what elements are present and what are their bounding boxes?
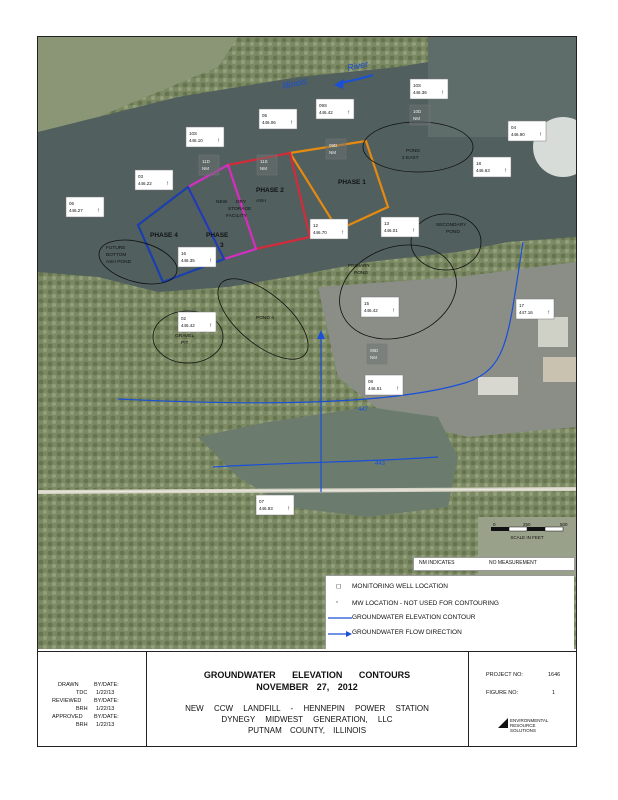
monitoring-well-12 — [310, 219, 348, 239]
well-id: 09D — [329, 143, 338, 148]
well-arrow-icon: ↑ — [341, 230, 344, 236]
well-elevation: 446.27 — [69, 208, 83, 213]
title-area — [146, 652, 469, 747]
approved-bydate: BY/DATE: — [94, 714, 119, 720]
monitoring-well-06 — [66, 197, 104, 217]
well-arrow-icon: ↑ — [441, 90, 444, 96]
monitoring-well-16 — [178, 247, 216, 267]
reviewed-initials: BRH — [76, 706, 88, 712]
contour-label-447: 447 — [358, 407, 369, 413]
monitoring-well-03 — [135, 170, 173, 190]
contour-label-443: 443 — [375, 461, 386, 467]
monitoring-well-05 — [259, 109, 297, 129]
legend-flow-arrow — [328, 631, 352, 637]
well-id: 02 — [181, 316, 187, 321]
storage-facility-label: STORAGE — [228, 207, 252, 212]
well-elevation: NM — [260, 166, 267, 171]
well-id: 11D — [202, 159, 210, 164]
pond-2-east-label: 2 EAST — [402, 156, 419, 161]
nm-note-text: NO MEASUREMENT — [489, 560, 537, 566]
monitoring-well-07 — [256, 495, 294, 515]
monitoring-well-08d — [367, 344, 387, 364]
well-arrow-icon: ↑ — [209, 258, 212, 264]
phase-3-label: PHASE — [206, 232, 229, 239]
legend-mw-not-used: MW LOCATION - NOT USED FOR CONTOURING — [352, 600, 499, 607]
primary-pond-label: PRIMARY — [348, 264, 370, 269]
scale-tick: 500 — [560, 522, 568, 527]
well-elevation: 446.70 — [313, 230, 327, 235]
drawn-label: DRAWN — [58, 682, 79, 688]
well-elevation: 446.42 — [181, 323, 195, 328]
legend-flow: GROUNDWATER FLOW DIRECTION — [352, 629, 462, 636]
well-id: 05 — [262, 113, 268, 118]
well-arrow-icon: ↑ — [347, 110, 350, 116]
figure-label: FIGURE NO: — [486, 690, 519, 696]
well-arrow-icon: ↑ — [412, 228, 415, 234]
primary-pond-label: POND — [354, 271, 368, 276]
company-name: SOLUTIONS — [510, 728, 537, 733]
well-arrow-icon: ↑ — [547, 310, 550, 316]
storage-facility-label: FACILITY — [226, 214, 247, 219]
storage-facility-label: NEW — [216, 200, 228, 205]
well-elevation: NM — [413, 116, 420, 121]
project-no: 1646 — [548, 672, 561, 678]
scale-label: SCALE IN FEET — [510, 535, 544, 540]
well-id: 18 — [476, 161, 482, 166]
well-id: 09S — [319, 103, 328, 108]
well-elevation: 446.51 — [368, 386, 382, 391]
legend-well-symbol: ◻ — [336, 583, 342, 590]
monitoring-well-09d — [326, 139, 346, 159]
gravel-pit-label: PIT — [181, 341, 189, 346]
drawn-initials: TDC — [76, 690, 88, 696]
monitoring-well-10s — [186, 127, 224, 147]
well-elevation: 446.01 — [384, 228, 398, 233]
well-id: 06 — [69, 201, 75, 206]
project-no-label: PROJECT NO: — [486, 672, 523, 678]
storage-facility-label: ASH — [256, 199, 266, 204]
well-elevation: NM — [329, 150, 336, 155]
monitoring-well-13 — [381, 217, 419, 237]
gravel-pit-label: GRAVEL — [175, 334, 195, 339]
well-id: 17 — [519, 303, 525, 308]
well-elevation: 446.90 — [511, 132, 525, 137]
reviewed-date: 1/22/13 — [96, 706, 115, 712]
drawing-title: GROUNDWATER ELEVATION CONTOURS — [203, 670, 411, 680]
phase-3-label: 3 — [220, 242, 224, 249]
phase-4-label: PHASE 4 — [150, 232, 178, 239]
well-elevation: 446.36 — [413, 90, 427, 95]
well-elevation: 446.06 — [262, 120, 276, 125]
approved-label: APPROVED — [52, 714, 83, 720]
drawing-date: NOVEMBER 27, 2012 — [256, 682, 358, 692]
well-id: 08D — [370, 348, 379, 353]
monitoring-well-09s — [316, 99, 354, 119]
pond-2-east-label: POND — [406, 149, 420, 154]
well-elevation: 446.22 — [138, 181, 152, 186]
well-elevation: 446.42 — [364, 308, 378, 313]
monitoring-well-11d — [199, 155, 219, 175]
secondary-pond-label: SECONDARY — [436, 223, 467, 228]
monitoring-well-10d — [410, 105, 430, 125]
phase-2-label: PHASE 2 — [256, 187, 284, 194]
well-arrow-icon: ↑ — [290, 120, 293, 126]
river-label: River — [346, 58, 369, 73]
scale-tick: 250 — [523, 522, 531, 527]
well-arrow-icon: ↑ — [97, 208, 100, 214]
future-pond-label: FUTURE — [106, 246, 126, 251]
monitoring-well-17 — [516, 299, 554, 319]
project-line-3: PUTNAM COUNTY, ILLINOIS — [247, 726, 367, 735]
nm-note — [413, 557, 575, 571]
phase-1-label: PHASE 1 — [338, 179, 366, 186]
monitoring-well-10s — [410, 79, 448, 99]
figure-no: 1 — [552, 690, 556, 696]
building — [478, 377, 518, 395]
well-id: 03 — [138, 174, 144, 179]
monitoring-well-08 — [365, 375, 403, 395]
reviewed-bydate: BY/DATE: — [94, 698, 119, 704]
aerial-map — [38, 37, 576, 649]
approved-initials: BRH — [76, 722, 88, 728]
project-line-2: DYNEGY MIDWEST GENERATION, LLC — [221, 715, 393, 724]
monitoring-well-04 — [508, 121, 546, 141]
scale-bar — [491, 527, 563, 531]
well-id: 16 — [181, 251, 187, 256]
well-arrow-icon: ↑ — [396, 386, 399, 392]
legend-contour-line — [328, 616, 352, 620]
monitoring-well-11s — [257, 155, 277, 175]
well-id: 11S — [260, 159, 268, 164]
river-label: Illinois — [281, 75, 308, 91]
well-elevation: 446.42 — [319, 110, 333, 115]
legend-contour: GROUNDWATER ELEVATION CONTOUR — [352, 614, 476, 621]
well-elevation: 446.10 — [189, 138, 203, 143]
legend-mw-symbol: ▫ — [336, 599, 339, 606]
project-info — [468, 652, 576, 747]
future-pond-label: ASH POND — [106, 260, 132, 265]
well-arrow-icon: ↑ — [209, 323, 212, 329]
well-id: 10S — [189, 131, 198, 136]
monitoring-well-02 — [178, 312, 216, 332]
company-name: RESOURCE — [510, 723, 536, 728]
pond-4-label: POND 4 — [256, 316, 274, 321]
well-arrow-icon: ↑ — [166, 181, 169, 187]
nm-note-text: NM INDICATES — [419, 560, 455, 566]
project-line-1: NEW CCW LANDFILL - HENNEPIN POWER STATION — [185, 704, 429, 713]
title-block — [38, 651, 576, 747]
well-arrow-icon: ↑ — [539, 132, 542, 138]
well-arrow-icon: ↑ — [287, 506, 290, 512]
well-arrow-icon: ↑ — [392, 308, 395, 314]
secondary-pond-label: POND — [446, 230, 460, 235]
drawing-sheet — [37, 36, 577, 747]
well-elevation: 446.35 — [181, 258, 195, 263]
monitoring-well-15 — [361, 297, 399, 317]
well-id: 10S — [413, 83, 422, 88]
reviewed-label: REVIEWED — [52, 698, 82, 704]
company-name: ENVIRONMENTAL — [510, 718, 549, 723]
future-pond-label: BOTTOM — [106, 253, 127, 258]
well-id: 04 — [511, 125, 517, 130]
well-elevation: 446.63 — [476, 168, 490, 173]
monitoring-well-18 — [473, 157, 511, 177]
well-id: 12 — [313, 223, 319, 228]
well-arrow-icon: ↑ — [217, 138, 220, 144]
well-id: 15 — [364, 301, 370, 306]
legend-monitoring-well: MONITORING WELL LOCATION — [352, 583, 448, 590]
approved-date: 1/22/13 — [96, 722, 115, 728]
well-id: 10D — [413, 109, 422, 114]
drawn-bydate: BY/DATE: — [94, 682, 119, 688]
building — [538, 317, 568, 347]
building — [543, 357, 576, 382]
well-elevation: NM — [370, 355, 377, 360]
well-id: 13 — [384, 221, 390, 226]
well-id: 07 — [259, 499, 265, 504]
well-id: 08 — [368, 379, 374, 384]
storage-facility-label: DRY — [236, 200, 247, 205]
well-arrow-icon: ↑ — [504, 168, 507, 174]
drawn-date: 1/22/13 — [96, 690, 115, 696]
map-legend — [325, 575, 574, 649]
well-elevation: 447.16 — [519, 310, 533, 315]
scale-tick: 0 — [493, 522, 496, 527]
well-elevation: 446.93 — [259, 506, 273, 511]
approval-block — [38, 652, 147, 747]
company-logo-icon — [498, 718, 508, 728]
well-elevation: NM — [202, 166, 209, 171]
